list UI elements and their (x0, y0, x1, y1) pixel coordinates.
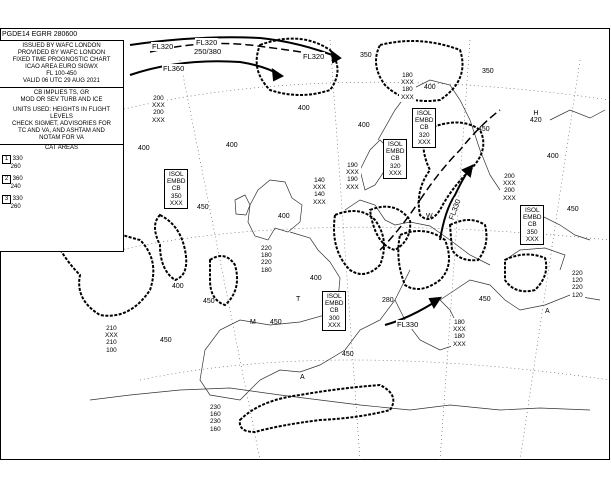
cb-line: ISOL (524, 207, 540, 214)
note-line: CB IMPLIES TS, GR (33, 90, 90, 96)
note-line: MOD OR SEV TURB AND ICE (20, 97, 103, 103)
tropopause-label: 280 (382, 297, 394, 304)
turb-line: 200 (504, 187, 515, 195)
issue-line: ISSUED BY WAFC LONDON (22, 43, 101, 49)
turb-line: 220 (261, 245, 272, 252)
cat-area-bottom: 260 (10, 164, 21, 170)
turb-box (208, 403, 223, 434)
cb-box (520, 205, 544, 245)
tropopause-label: 450 (478, 126, 490, 133)
cat-area-bottom: 240 (10, 184, 21, 190)
pressure-value: 420 (530, 117, 542, 124)
cb-line: XXX (388, 169, 402, 177)
turb-box (399, 71, 416, 102)
cb-line: ISOL (387, 141, 403, 148)
issue-line: FIXED TIME PROGNOSTIC CHART (12, 57, 111, 63)
cat-area-1 (2, 155, 23, 171)
issue-line: VALID 06 UTC 29 AUG 2021 (23, 78, 100, 84)
turb-line: XXX (346, 169, 359, 177)
cb-line: ISOL (416, 110, 432, 117)
tropopause-label: 400 (424, 84, 436, 91)
notes-section (0, 88, 123, 145)
cat-area-num: 2 (2, 175, 11, 184)
turb-line: 190 (347, 176, 358, 184)
cb-line: 320 (389, 162, 401, 170)
tropopause-label: 350 (360, 52, 372, 59)
info-panel (0, 40, 124, 252)
tropopause-label: 400 (226, 142, 238, 149)
cb-line: XXX (417, 138, 431, 146)
cb-line: CB (390, 155, 400, 163)
map-letter: T (296, 296, 301, 303)
cat-areas-title: CAT AREAS (44, 145, 79, 151)
cat-areas-section (0, 145, 123, 235)
tropopause-label: 450 (342, 351, 354, 358)
turb-line: 140 (314, 191, 325, 199)
tropopause-label: 450 (197, 204, 209, 211)
cb-line: CB (171, 185, 181, 193)
turb-line: 210 (106, 325, 117, 332)
cb-line: 350 (526, 228, 538, 236)
turb-line: XXX (346, 183, 359, 191)
cb-line: XXX (525, 235, 539, 243)
cb-line: ISOL (168, 171, 184, 178)
turb-line: 190 (347, 162, 358, 169)
turb-line: XXX (453, 326, 466, 334)
turb-line: 180 (261, 266, 272, 274)
note-line: NOTAM FOR VA (39, 135, 84, 141)
jet-fl-label: 250/380 (194, 47, 222, 56)
cat-area-top: 360 (12, 176, 23, 182)
tropopause-label: 400 (358, 122, 370, 129)
tropopause-label: 400 (310, 275, 322, 282)
turb-box (259, 244, 274, 275)
turb-line: 230 (210, 404, 221, 411)
turb-line: XXX (313, 184, 326, 192)
jet-fl-label: FL320 (152, 42, 174, 51)
turb-line: 220 (572, 284, 583, 292)
map-letter: A (300, 374, 305, 381)
jet-fl-label: FL330 (446, 197, 463, 222)
cb-line: 350 (170, 192, 182, 200)
turb-box (344, 161, 361, 192)
tropopause-label: 400 (547, 153, 559, 160)
cb-line: EMBD (386, 148, 405, 156)
jet-fl-label: FL320 (303, 52, 325, 61)
turb-line: 160 (210, 411, 221, 419)
turb-line: 180 (402, 72, 413, 79)
tropopause-label: 450 (567, 206, 579, 213)
tropopause-label: 450 (270, 319, 282, 326)
cb-line: 320 (418, 131, 430, 139)
turb-box (150, 94, 167, 125)
cat-area-num: 1 (2, 155, 11, 164)
tropopause-label: 400 (278, 213, 290, 220)
cb-line: EMBD (415, 117, 434, 125)
turb-line: XXX (401, 79, 414, 87)
jet-fl-label: FL320 (196, 38, 218, 47)
cat-area-2 (2, 175, 23, 191)
cb-line: CB (419, 124, 429, 132)
turb-line: 180 (402, 86, 413, 94)
turb-box (103, 324, 120, 355)
map-letter: M (250, 319, 256, 326)
cb-line: XXX (169, 199, 183, 207)
turb-line: 210 (106, 339, 117, 347)
issue-line: PROVIDED BY WAFC LONDON (17, 50, 106, 56)
cat-area-bottom: 260 (10, 204, 21, 210)
turb-line: XXX (503, 194, 516, 202)
turb-line: 200 (153, 109, 164, 117)
turb-line: 180 (454, 319, 465, 326)
turb-line: XXX (313, 198, 326, 206)
tropopause-label: 450 (203, 298, 215, 305)
cb-box (322, 291, 346, 331)
issue-section (0, 41, 123, 88)
turb-box (501, 172, 518, 203)
turb-line: XXX (453, 340, 466, 348)
cb-line: EMBD (167, 178, 186, 186)
cb-line: 300 (328, 314, 340, 322)
cb-line: CB (329, 307, 339, 315)
cb-line: EMBD (523, 214, 542, 222)
tropopause-label: 400 (298, 105, 310, 112)
turb-box (451, 318, 468, 349)
turb-line: XXX (503, 180, 516, 188)
map-letter: A (545, 308, 550, 315)
cat-area-top: 330 (12, 156, 23, 162)
turb-line: 230 (210, 418, 221, 426)
turb-line: 120 (572, 277, 583, 285)
note-line: TC AND VA, AND ASHTAM AND (18, 128, 105, 134)
jet-fl-label: FL360 (163, 64, 185, 73)
turb-line: 140 (314, 177, 325, 184)
issue-line: ICAO AREA EURO SIGWX (25, 64, 98, 70)
chart-header: PGDE14 EGRR 280600 (2, 31, 78, 38)
turb-line: 180 (454, 333, 465, 341)
cb-box (164, 169, 188, 209)
tropopause-label: 400 (138, 145, 150, 152)
turb-line: 180 (261, 252, 272, 260)
cb-box (412, 108, 436, 148)
turb-line: XXX (105, 332, 118, 340)
cat-area-top: 330 (12, 196, 23, 202)
turb-line: 220 (261, 259, 272, 267)
turb-line: XXX (152, 116, 165, 124)
turb-line: 120 (572, 291, 583, 299)
turb-box (570, 269, 585, 300)
tropopause-label: 350 (482, 68, 494, 75)
turb-line: 200 (504, 173, 515, 180)
cb-line: CB (527, 221, 537, 229)
note-line: CHECK SIGMET, ADVISORIES FOR (11, 121, 112, 127)
note-line: UNITS USED: HEIGHTS IN FLIGHT LEVELS (12, 107, 110, 120)
tropopause-label: 400 (172, 283, 184, 290)
cb-box (383, 139, 407, 179)
turb-line: XXX (152, 102, 165, 110)
turb-box (311, 176, 328, 207)
cb-line: ISOL (326, 293, 342, 300)
tropopause-label: 450 (479, 296, 491, 303)
map-letter: W (426, 213, 433, 220)
tropopause-label: 450 (160, 337, 172, 344)
pressure-symbol: H (533, 110, 539, 117)
turb-line: 220 (572, 270, 583, 277)
turb-line: XXX (401, 93, 414, 101)
cat-area-num: 3 (2, 195, 11, 204)
turb-line: 160 (210, 425, 221, 433)
turb-line: 100 (106, 346, 117, 354)
high-pressure-centre (530, 110, 542, 124)
cb-line: EMBD (325, 300, 344, 308)
cat-area-3 (2, 195, 23, 211)
jet-fl-label: FL330 (397, 320, 419, 329)
turb-line: 200 (153, 95, 164, 102)
cb-line: XXX (327, 321, 341, 329)
issue-line: FL 100-450 (46, 71, 77, 77)
